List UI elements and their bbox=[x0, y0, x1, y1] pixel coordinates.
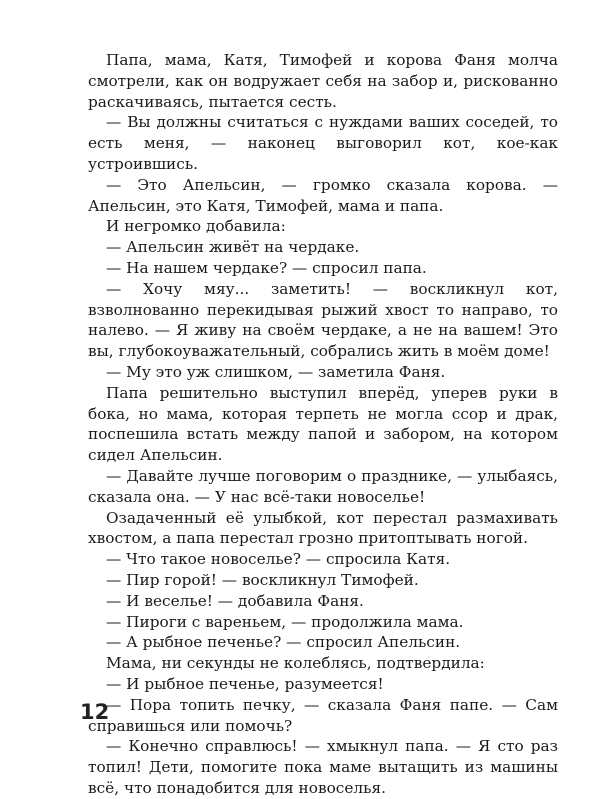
paragraph-17: Мама, ни секунды не колеблясь, подтвердила: bbox=[106, 654, 485, 673]
page-number: 12 bbox=[80, 700, 110, 724]
paragraph-3: — Это Апельсин, — громко сказала корова. — Апельсин, это Катя, Тимофей, мама и папа. bbox=[88, 175, 558, 215]
paragraph-7: — Хочу мяу... заметить! — воскликнул кот, взволнованно перекидывая рыжий хвост то направо, то налево. — Я живу на своём чердаке, а не на вашем! Это вы, глубокоуважательный, собрались жить в моём доме! bbox=[88, 279, 558, 361]
paragraph-9: Папа решительно выступил вперёд, уперев руки в бока, но мама, которая терпеть не могла ссор и драк, поспешила встать между папой и забором, на котором сидел Апельсин. bbox=[88, 383, 558, 465]
paragraph-14: — И веселье! — добавила Фаня. bbox=[106, 591, 364, 610]
paragraph-10: — Давайте лучше поговорим о празднике, — улыбаясь, сказала она. — У нас всё-таки новоселье! bbox=[88, 466, 558, 506]
paragraph-6: — На нашем чердаке? — спросил папа. bbox=[106, 258, 427, 277]
paragraph-13: — Пир горой! — воскликнул Тимофей. bbox=[106, 570, 419, 589]
paragraph-2: — Вы должны считаться с нуждами ваших соседей, то есть меня, — наконец выговорил кот, кое-как устроившись. bbox=[88, 113, 558, 173]
paragraph-18: — И рыбное печенье, разумеется! bbox=[106, 674, 384, 693]
paragraph-16: — А рыбное печенье? — спросил Апельсин. bbox=[106, 633, 461, 652]
paragraph-8: — Му это уж слишком, — заметила Фаня. bbox=[106, 362, 446, 381]
paragraph-20: — Конечно справлюсь! — хмыкнул папа. — Я сто раз топил! Дети, помогите пока маме вытащить из машины всё, что понадобится для новоселья. bbox=[88, 737, 558, 797]
paragraph-1: Папа, мама, Катя, Тимофей и корова Фаня молча смотрели, как он водружает себя на забор и, рискованно раскачиваясь, пытается сесть. bbox=[88, 51, 558, 111]
paragraph-15: — Пироги с вареньем, — продолжила мама. bbox=[106, 612, 464, 631]
page-text bbox=[88, 50, 558, 799]
paragraph-12: — Что такое новоселье? — спросила Катя. bbox=[106, 550, 451, 569]
paragraph-19: — Пора топить печку, — сказала Фаня папе. — Сам справишься или помочь? bbox=[88, 695, 558, 735]
paragraph-4: И негромко добавила: bbox=[106, 217, 286, 236]
paragraph-5: — Апельсин живёт на чердаке. bbox=[106, 238, 360, 257]
paragraph-11: Озадаченный её улыбкой, кот перестал размахивать хвостом, а папа перестал грозно притоптывать ногой. bbox=[88, 508, 558, 548]
